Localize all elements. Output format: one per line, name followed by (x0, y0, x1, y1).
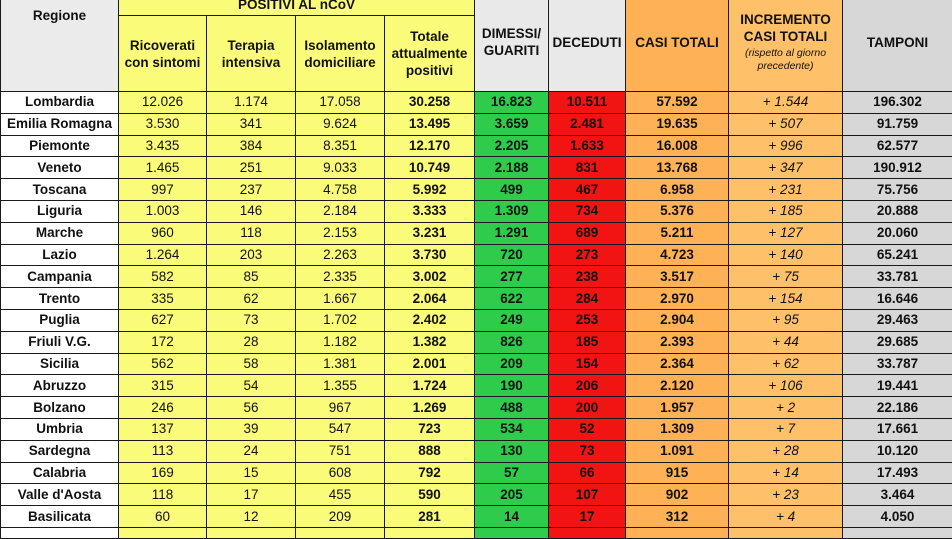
cell-regione: Sardegna (1, 440, 119, 462)
cell-totale: 13.495 (385, 113, 475, 135)
cell-regione: Friuli V.G. (1, 331, 119, 353)
header-ricoverati: Ricoverati con sintomi (119, 16, 207, 92)
cell-dimessi: 3.659 (475, 113, 549, 135)
cell-deceduti: 185 (549, 331, 626, 353)
cell-terapia: 12 (207, 506, 296, 528)
cell-dimessi: 622 (475, 288, 549, 310)
header-terapia: Terapia intensiva (207, 16, 296, 92)
cell-isolamento: 9.624 (296, 113, 385, 135)
cell-isolamento: 967 (296, 397, 385, 419)
cell-ricoverati: 3.435 (119, 135, 207, 157)
cell-deceduti: 52 (549, 418, 626, 440)
cell-terapia: 237 (207, 179, 296, 201)
table-row (1, 506, 952, 528)
cell-regione: Umbria (1, 418, 119, 440)
cell-terapia: 58 (207, 353, 296, 375)
cell-ricoverati: 172 (119, 331, 207, 353)
cell-tamponi: 17.493 (843, 462, 952, 484)
header-totale: Totale attualmente positivi (385, 16, 475, 92)
cell-tamponi: 91.759 (843, 113, 952, 135)
cell-deceduti: 1.633 (549, 135, 626, 157)
cell-dimessi: 205 (475, 484, 549, 506)
cell-regione: Lazio (1, 244, 119, 266)
cell-casi-totali: 5.376 (626, 200, 729, 222)
cell-incremento: + 996 (729, 135, 843, 157)
cell-terapia: 341 (207, 113, 296, 135)
cell-terapia: 24 (207, 440, 296, 462)
table-row (1, 244, 952, 266)
cell-deceduti: 238 (549, 266, 626, 288)
table-row (1, 113, 952, 135)
cell-totale: 888 (385, 440, 475, 462)
cell-totale (385, 527, 475, 538)
cell-casi-totali: 2.364 (626, 353, 729, 375)
cell-deceduti: 154 (549, 353, 626, 375)
cell-totale: 30.258 (385, 92, 475, 114)
cell-incremento: + 7 (729, 418, 843, 440)
cell-regione: Piemonte (1, 135, 119, 157)
table-row (1, 353, 952, 375)
header-incremento-label: INCREMENTO CASI TOTALI (740, 12, 831, 44)
cell-ricoverati: 169 (119, 462, 207, 484)
header-deceduti: DECEDUTI (549, 0, 626, 92)
cell-totale: 2.064 (385, 288, 475, 310)
cell-casi-totali: 312 (626, 506, 729, 528)
cell-dimessi: 209 (475, 353, 549, 375)
cell-incremento: + 127 (729, 222, 843, 244)
cell-incremento: + 75 (729, 266, 843, 288)
cell-casi-totali: 2.904 (626, 309, 729, 331)
table-row (1, 418, 952, 440)
cell-dimessi (475, 527, 549, 538)
cell-dimessi: 488 (475, 397, 549, 419)
cell-ricoverati: 118 (119, 484, 207, 506)
cell-deceduti: 734 (549, 200, 626, 222)
header-regione: Regione (1, 0, 119, 92)
cell-dimessi: 1.309 (475, 200, 549, 222)
cell-tamponi: 3.464 (843, 484, 952, 506)
cell-regione: Trento (1, 288, 119, 310)
cell-tamponi: 17.661 (843, 418, 952, 440)
table-row (1, 179, 952, 201)
table-row (1, 135, 952, 157)
table-row (1, 397, 952, 419)
cell-ricoverati: 3.530 (119, 113, 207, 135)
cell-totale: 5.992 (385, 179, 475, 201)
cell-incremento (729, 527, 843, 538)
cell-terapia: 203 (207, 244, 296, 266)
cell-tamponi: 29.463 (843, 309, 952, 331)
cell-totale: 590 (385, 484, 475, 506)
cell-dimessi: 499 (475, 179, 549, 201)
cell-incremento: + 23 (729, 484, 843, 506)
table-row (1, 309, 952, 331)
table-row-partial (1, 527, 952, 538)
cell-incremento: + 140 (729, 244, 843, 266)
cell-totale: 2.001 (385, 353, 475, 375)
cell-totale: 1.269 (385, 397, 475, 419)
cell-regione: Basilicata (1, 506, 119, 528)
cell-deceduti: 200 (549, 397, 626, 419)
cell-dimessi: 249 (475, 309, 549, 331)
cell-regione: Marche (1, 222, 119, 244)
cell-isolamento: 1.355 (296, 375, 385, 397)
cell-ricoverati: 582 (119, 266, 207, 288)
cell-deceduti: 467 (549, 179, 626, 201)
table-row (1, 484, 952, 506)
cell-regione: Abruzzo (1, 375, 119, 397)
cell-casi-totali: 3.517 (626, 266, 729, 288)
cell-casi-totali: 915 (626, 462, 729, 484)
cell-isolamento: 2.184 (296, 200, 385, 222)
cell-incremento: + 185 (729, 200, 843, 222)
cell-isolamento: 2.335 (296, 266, 385, 288)
header-dimessi: DIMESSI/ GUARITI (475, 0, 549, 92)
cell-incremento: + 95 (729, 309, 843, 331)
header-incremento-note: (rispetto al giorno precedente) (729, 47, 842, 73)
cell-isolamento: 547 (296, 418, 385, 440)
cell-terapia: 73 (207, 309, 296, 331)
cell-terapia: 1.174 (207, 92, 296, 114)
cell-regione: Emilia Romagna (1, 113, 119, 135)
cell-regione: Sicilia (1, 353, 119, 375)
cell-regione (1, 527, 119, 538)
cell-incremento: + 231 (729, 179, 843, 201)
table-row (1, 375, 952, 397)
table-row (1, 92, 952, 114)
table-row (1, 266, 952, 288)
cell-isolamento: 455 (296, 484, 385, 506)
cell-regione: Calabria (1, 462, 119, 484)
table-body (1, 92, 952, 539)
header-tamponi: TAMPONI (843, 0, 952, 92)
cell-tamponi: 62.577 (843, 135, 952, 157)
cell-deceduti (549, 527, 626, 538)
cell-deceduti: 73 (549, 440, 626, 462)
cell-isolamento: 8.351 (296, 135, 385, 157)
cell-terapia: 62 (207, 288, 296, 310)
cell-dimessi: 534 (475, 418, 549, 440)
cell-casi-totali: 13.768 (626, 157, 729, 179)
cell-casi-totali: 2.120 (626, 375, 729, 397)
cell-totale: 1.724 (385, 375, 475, 397)
cell-ricoverati: 627 (119, 309, 207, 331)
cell-totale: 792 (385, 462, 475, 484)
cell-isolamento: 2.263 (296, 244, 385, 266)
cell-isolamento: 209 (296, 506, 385, 528)
cell-tamponi: 65.241 (843, 244, 952, 266)
cell-deceduti: 66 (549, 462, 626, 484)
cell-terapia: 39 (207, 418, 296, 440)
header-casi-totali: CASI TOTALI (626, 0, 729, 92)
cell-deceduti: 831 (549, 157, 626, 179)
cell-casi-totali: 902 (626, 484, 729, 506)
cell-tamponi: 16.646 (843, 288, 952, 310)
cell-incremento: + 14 (729, 462, 843, 484)
cell-dimessi: 14 (475, 506, 549, 528)
cell-casi-totali: 6.958 (626, 179, 729, 201)
cell-deceduti: 273 (549, 244, 626, 266)
cell-deceduti: 689 (549, 222, 626, 244)
cell-ricoverati: 315 (119, 375, 207, 397)
cell-tamponi: 4.050 (843, 506, 952, 528)
cell-isolamento (296, 527, 385, 538)
cell-ricoverati: 12.026 (119, 92, 207, 114)
cell-ricoverati: 562 (119, 353, 207, 375)
cell-casi-totali: 5.211 (626, 222, 729, 244)
table-row (1, 331, 952, 353)
cell-incremento: + 62 (729, 353, 843, 375)
cell-totale: 12.170 (385, 135, 475, 157)
cell-totale: 10.749 (385, 157, 475, 179)
cell-casi-totali (626, 527, 729, 538)
cell-deceduti: 206 (549, 375, 626, 397)
cell-dimessi: 190 (475, 375, 549, 397)
cell-totale: 3.333 (385, 200, 475, 222)
cell-totale: 3.002 (385, 266, 475, 288)
cell-dimessi: 57 (475, 462, 549, 484)
cell-isolamento: 608 (296, 462, 385, 484)
cell-casi-totali: 1.309 (626, 418, 729, 440)
cell-isolamento: 1.702 (296, 309, 385, 331)
cell-regione: Lombardia (1, 92, 119, 114)
table-row (1, 157, 952, 179)
cell-isolamento: 751 (296, 440, 385, 462)
cell-ricoverati: 60 (119, 506, 207, 528)
cell-tamponi: 20.888 (843, 200, 952, 222)
cell-terapia: 17 (207, 484, 296, 506)
cell-casi-totali: 1.091 (626, 440, 729, 462)
header-positivi-group: POSITIVI AL nCoV (119, 0, 475, 16)
cell-isolamento: 1.182 (296, 331, 385, 353)
cell-ricoverati: 113 (119, 440, 207, 462)
cell-deceduti: 2.481 (549, 113, 626, 135)
cell-ricoverati: 335 (119, 288, 207, 310)
cell-dimessi: 2.188 (475, 157, 549, 179)
cell-deceduti: 17 (549, 506, 626, 528)
cell-tamponi: 33.781 (843, 266, 952, 288)
cell-isolamento: 4.758 (296, 179, 385, 201)
cell-totale: 3.730 (385, 244, 475, 266)
cell-regione: Puglia (1, 309, 119, 331)
table-row (1, 440, 952, 462)
table-row (1, 462, 952, 484)
cell-regione: Toscana (1, 179, 119, 201)
cell-totale: 2.402 (385, 309, 475, 331)
cell-incremento: + 1.544 (729, 92, 843, 114)
cell-casi-totali: 4.723 (626, 244, 729, 266)
cell-casi-totali: 16.008 (626, 135, 729, 157)
cell-regione: Liguria (1, 200, 119, 222)
cell-incremento: + 44 (729, 331, 843, 353)
cell-terapia: 146 (207, 200, 296, 222)
cell-regione: Veneto (1, 157, 119, 179)
table-row (1, 200, 952, 222)
cell-tamponi: 196.302 (843, 92, 952, 114)
cell-dimessi: 130 (475, 440, 549, 462)
cell-terapia: 15 (207, 462, 296, 484)
cell-ricoverati: 1.264 (119, 244, 207, 266)
cell-deceduti: 107 (549, 484, 626, 506)
cell-casi-totali: 57.592 (626, 92, 729, 114)
cell-ricoverati: 1.465 (119, 157, 207, 179)
table-row (1, 288, 952, 310)
cell-ricoverati: 1.003 (119, 200, 207, 222)
cell-incremento: + 2 (729, 397, 843, 419)
cell-tamponi: 75.756 (843, 179, 952, 201)
cell-terapia (207, 527, 296, 538)
cell-deceduti: 10.511 (549, 92, 626, 114)
table-header (1, 0, 952, 92)
cell-isolamento: 2.153 (296, 222, 385, 244)
cell-incremento: + 347 (729, 157, 843, 179)
cell-regione: Bolzano (1, 397, 119, 419)
cell-ricoverati: 960 (119, 222, 207, 244)
cell-dimessi: 277 (475, 266, 549, 288)
cell-dimessi: 1.291 (475, 222, 549, 244)
cell-deceduti: 253 (549, 309, 626, 331)
cell-casi-totali: 19.635 (626, 113, 729, 135)
cell-ricoverati: 137 (119, 418, 207, 440)
cell-tamponi (843, 527, 952, 538)
cell-tamponi: 19.441 (843, 375, 952, 397)
cell-ricoverati (119, 527, 207, 538)
cell-tamponi: 20.060 (843, 222, 952, 244)
cell-tamponi: 10.120 (843, 440, 952, 462)
header-isolamento: Isolamento domiciliare (296, 16, 385, 92)
cell-tamponi: 190.912 (843, 157, 952, 179)
cell-terapia: 118 (207, 222, 296, 244)
cell-regione: Valle d'Aosta (1, 484, 119, 506)
cell-terapia: 384 (207, 135, 296, 157)
cell-incremento: + 106 (729, 375, 843, 397)
cell-dimessi: 826 (475, 331, 549, 353)
cell-dimessi: 16.823 (475, 92, 549, 114)
cell-deceduti: 284 (549, 288, 626, 310)
cell-tamponi: 33.787 (843, 353, 952, 375)
cell-incremento: + 154 (729, 288, 843, 310)
cell-casi-totali: 1.957 (626, 397, 729, 419)
cell-dimessi: 720 (475, 244, 549, 266)
cell-incremento: + 507 (729, 113, 843, 135)
cell-tamponi: 22.186 (843, 397, 952, 419)
cell-dimessi: 2.205 (475, 135, 549, 157)
cell-totale: 1.382 (385, 331, 475, 353)
cell-ricoverati: 997 (119, 179, 207, 201)
cell-totale: 3.231 (385, 222, 475, 244)
cell-regione: Campania (1, 266, 119, 288)
cell-isolamento: 1.381 (296, 353, 385, 375)
cell-incremento: + 4 (729, 506, 843, 528)
cell-terapia: 54 (207, 375, 296, 397)
cell-ricoverati: 246 (119, 397, 207, 419)
cell-casi-totali: 2.970 (626, 288, 729, 310)
cell-terapia: 56 (207, 397, 296, 419)
cell-isolamento: 1.667 (296, 288, 385, 310)
table-row (1, 222, 952, 244)
cell-terapia: 251 (207, 157, 296, 179)
cell-isolamento: 17.058 (296, 92, 385, 114)
cell-tamponi: 29.685 (843, 331, 952, 353)
cell-isolamento: 9.033 (296, 157, 385, 179)
cell-terapia: 85 (207, 266, 296, 288)
cell-terapia: 28 (207, 331, 296, 353)
cell-totale: 723 (385, 418, 475, 440)
cell-incremento: + 28 (729, 440, 843, 462)
header-incremento (729, 0, 843, 92)
cell-casi-totali: 2.393 (626, 331, 729, 353)
cell-totale: 281 (385, 506, 475, 528)
